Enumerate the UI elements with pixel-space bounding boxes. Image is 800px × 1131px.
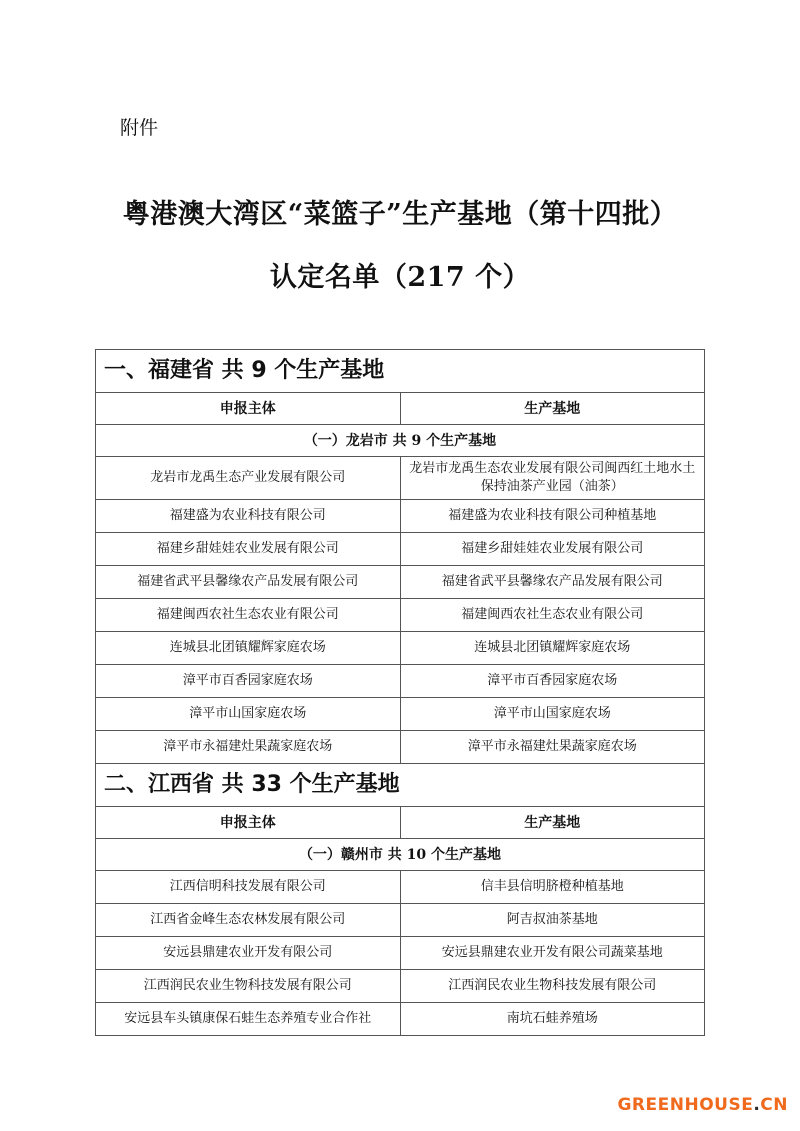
base-cell: 江西润民农业生物科技发展有限公司: [400, 970, 705, 1003]
base-cell: 信丰县信明脐橙种植基地: [400, 871, 705, 904]
watermark-dot: .: [753, 1095, 761, 1115]
table-row: [96, 871, 705, 904]
table-row: [96, 533, 705, 566]
province-heading: 一、福建省 共 9 个生产基地: [96, 350, 705, 393]
province-row: [96, 350, 705, 393]
base-cell: 福建闽西农社生态农业有限公司: [400, 599, 705, 632]
table-row: [96, 731, 705, 764]
province-row: [96, 764, 705, 807]
city-heading: （一）赣州市 共 10 个生产基地: [96, 839, 705, 871]
table-row: [96, 599, 705, 632]
base-cell: 漳平市百香园家庭农场: [400, 665, 705, 698]
base-roster-table: [95, 349, 705, 1036]
applicant-cell: 福建乡甜娃娃农业发展有限公司: [96, 533, 401, 566]
applicant-cell: 福建盛为农业科技有限公司: [96, 500, 401, 533]
city-heading: （一）龙岩市 共 9 个生产基地: [96, 425, 705, 457]
province-heading: 二、江西省 共 33 个生产基地: [96, 764, 705, 807]
header-applicant: 申报主体: [96, 807, 401, 839]
table-row: [96, 1003, 705, 1036]
table-row: [96, 632, 705, 665]
base-cell: 南坑石蛙养殖场: [400, 1003, 705, 1036]
greenhouse-watermark: [617, 1095, 788, 1115]
applicant-cell: 连城县北团镇耀辉家庭农场: [96, 632, 401, 665]
document-title-line1: 粤港澳大湾区“菜篮子”生产基地（第十四批）: [122, 199, 678, 230]
city-row: [96, 425, 705, 457]
applicant-cell: 江西润民农业生物科技发展有限公司: [96, 970, 401, 1003]
base-cell: 漳平市永福建灶果蔬家庭农场: [400, 731, 705, 764]
header-base: 生产基地: [400, 807, 705, 839]
attachment-label: 附件: [120, 117, 159, 139]
base-cell: 安远县鼎建农业开发有限公司蔬菜基地: [400, 937, 705, 970]
base-cell: 阿吉叔油茶基地: [400, 904, 705, 937]
applicant-cell: 漳平市山国家庭农场: [96, 698, 401, 731]
city-row: [96, 839, 705, 871]
base-cell: 连城县北团镇耀辉家庭农场: [400, 632, 705, 665]
table-row: [96, 457, 705, 500]
applicant-cell: 福建闽西农社生态农业有限公司: [96, 599, 401, 632]
table-row: [96, 566, 705, 599]
applicant-cell: 龙岩市龙禹生态产业发展有限公司: [96, 457, 401, 500]
header-applicant: 申报主体: [96, 393, 401, 425]
base-cell: 福建乡甜娃娃农业发展有限公司: [400, 533, 705, 566]
applicant-cell: 江西信明科技发展有限公司: [96, 871, 401, 904]
applicant-cell: 漳平市永福建灶果蔬家庭农场: [96, 731, 401, 764]
column-header-row: [96, 393, 705, 425]
table-row: [96, 937, 705, 970]
applicant-cell: 安远县鼎建农业开发有限公司: [96, 937, 401, 970]
table-row: [96, 970, 705, 1003]
base-cell: 福建省武平县馨缘农产品发展有限公司: [400, 566, 705, 599]
base-cell: 龙岩市龙禹生态农业发展有限公司闽西红土地水土保持油茶产业园（油茶）: [400, 457, 705, 500]
table-row: [96, 904, 705, 937]
table-row: [96, 500, 705, 533]
header-base: 生产基地: [400, 393, 705, 425]
table-row: [96, 665, 705, 698]
applicant-cell: 福建省武平县馨缘农产品发展有限公司: [96, 566, 401, 599]
applicant-cell: 安远县车头镇康保石蛙生态养殖专业合作社: [96, 1003, 401, 1036]
table-row: [96, 698, 705, 731]
base-cell: 漳平市山国家庭农场: [400, 698, 705, 731]
base-cell: 福建盛为农业科技有限公司种植基地: [400, 500, 705, 533]
applicant-cell: 江西省金峰生态农林发展有限公司: [96, 904, 401, 937]
watermark-main: GREENHOUSE: [617, 1095, 754, 1115]
watermark-tld: CN: [760, 1095, 788, 1115]
column-header-row: [96, 807, 705, 839]
applicant-cell: 漳平市百香园家庭农场: [96, 665, 401, 698]
document-title-line2: 认定名单（217 个）: [269, 262, 531, 293]
